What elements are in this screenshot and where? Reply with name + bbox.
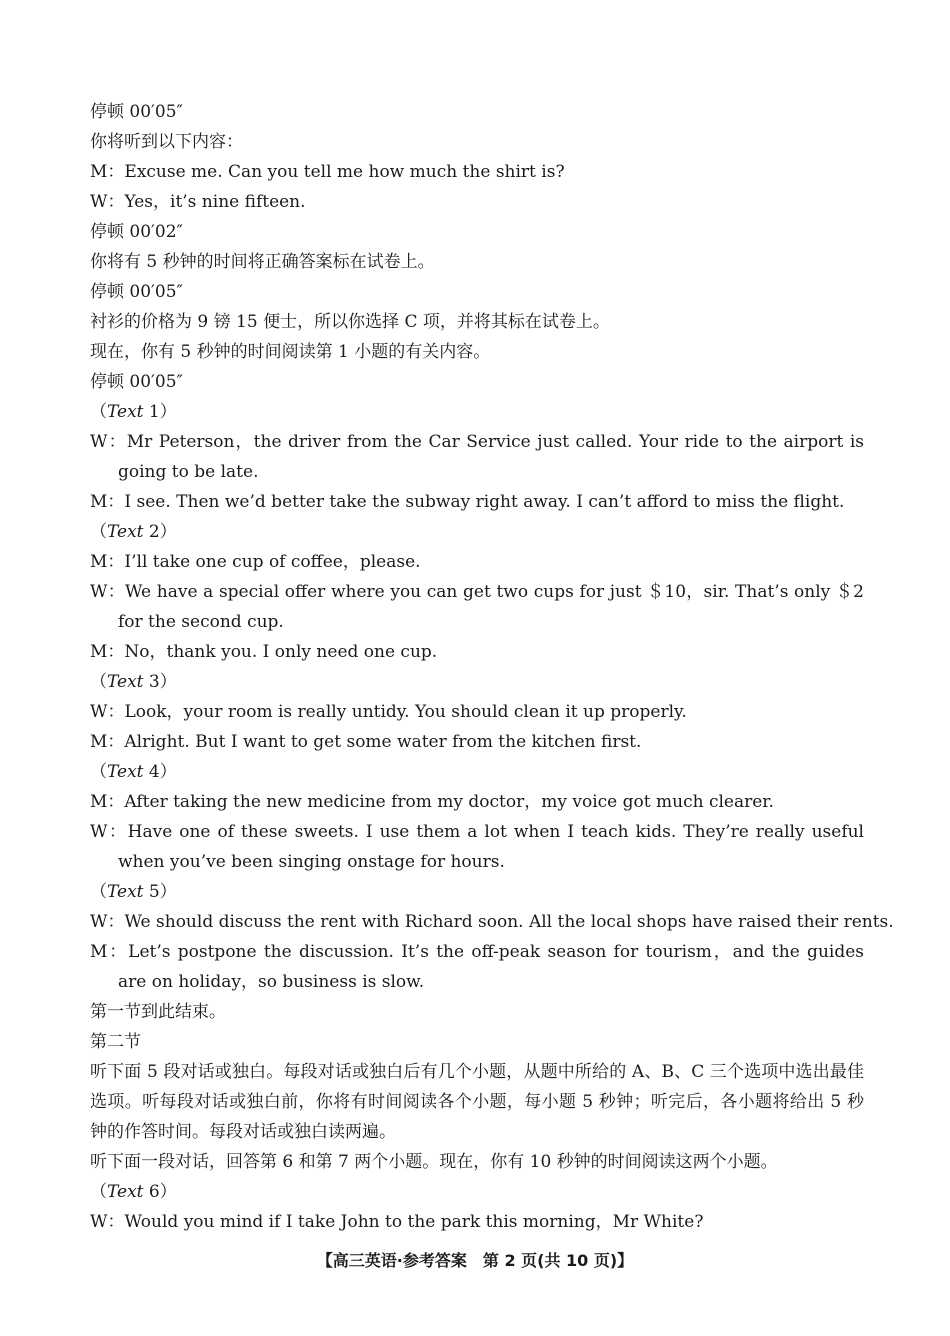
dialogue-line: W：We should discuss the rent with Richard soon. All the local shops have raised their rents. <box>90 912 894 932</box>
dialogue-line: W：Look，your room is really untidy. You should clean it up properly. <box>90 702 687 722</box>
text-label-5: （Text 5） <box>90 882 177 902</box>
dialogue-line: M：No，thank you. I only need one cup. <box>90 642 438 662</box>
instruction-line: 你将有 5 秒钟的时间将正确答案标在试卷上。 <box>90 252 435 272</box>
pause-line: 停顿 00′05″ <box>90 282 183 302</box>
text-label-2: （Text 2） <box>90 522 177 542</box>
text-label-4: （Text 4） <box>90 762 177 782</box>
section-end: 第一节到此结束。 <box>90 1002 226 1022</box>
pause-line: 停顿 00′02″ <box>90 222 183 242</box>
section-title: 第二节 <box>90 1032 141 1052</box>
explanation-line: 衬衫的价格为 9 镑 15 便士，所以你选择 C 项，并将其标在试卷上。 <box>90 312 610 332</box>
instruction-line: 现在，你有 5 秒钟的时间阅读第 1 小题的有关内容。 <box>90 342 491 362</box>
dialogue-line: M：I see. Then we’d better take the subway right away. I can’t afford to miss the flight. <box>90 492 845 512</box>
pause-line: 停顿 00′05″ <box>90 102 183 122</box>
content-intro: 你将听到以下内容： <box>90 132 243 152</box>
document-body <box>90 97 894 1237</box>
question-prompt: 听下面一段对话，回答第 6 和第 7 两个小题。现在，你有 10 秒钟的时间阅读这两个小题。 <box>90 1152 778 1172</box>
dialogue-line: M：Excuse me. Can you tell me how much the shirt is? <box>90 162 565 182</box>
dialogue-line: W：We have a special offer where you can get two cups for just ＄10，sir. That’s only ＄2 for the second cup. <box>90 582 864 632</box>
dialogue-line: W：Mr Peterson，the driver from the Car Service just called. Your ride to the airport is going to be late. <box>90 432 864 482</box>
dialogue-line: M：Alright. But I want to get some water from the kitchen first. <box>90 732 642 752</box>
section-instructions: 听下面 5 段对话或独白。每段对话或独白后有几个小题，从题中所给的 A、B、C 三个选项中选出最佳选项。听每段对话或独白前，你将有时间阅读各个小题，每小题 5 秒钟；听完后，各小题将给出 5 秒钟的作答时间。每段对话或独白读两遍。 <box>90 1062 864 1142</box>
text-label-3: （Text 3） <box>90 672 177 692</box>
dialogue-line: W：Yes，it’s nine fifteen. <box>90 192 306 212</box>
dialogue-line: M：I’ll take one cup of coffee，please. <box>90 552 421 572</box>
dialogue-line: W：Would you mind if I take John to the park this morning，Mr White? <box>90 1212 704 1232</box>
text-label-6: （Text 6） <box>90 1182 177 1202</box>
pause-line: 停顿 00′05″ <box>90 372 183 392</box>
dialogue-line: M：Let’s postpone the discussion. It’s the off-peak season for tourism，and the guides are on holiday，so business is slow. <box>90 942 864 992</box>
dialogue-line: W：Have one of these sweets. I use them a lot when I teach kids. They’re really useful when you’ve been singing onstage for hours. <box>90 822 864 872</box>
dialogue-line: M：After taking the new medicine from my doctor，my voice got much clearer. <box>90 792 774 812</box>
text-label-1: （Text 1） <box>90 402 177 422</box>
page-footer: 【高三英语·参考答案 第 2 页(共 10 页)】 <box>316 1251 634 1270</box>
